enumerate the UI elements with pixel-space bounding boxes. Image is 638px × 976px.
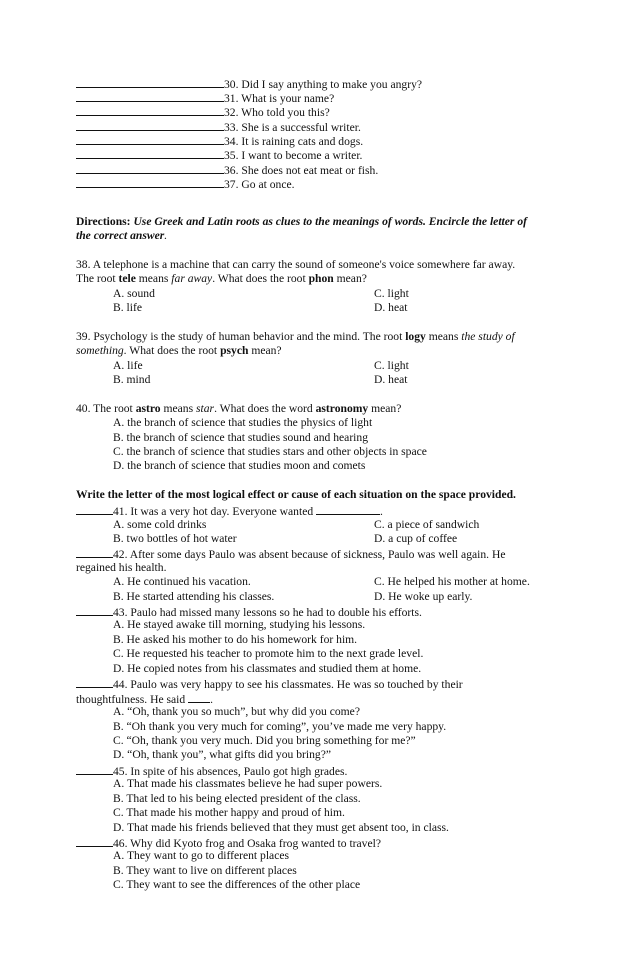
answer-blank[interactable] — [76, 503, 113, 515]
q44-option-d[interactable]: D. “Oh, thank you”, what gifts did you bring?” — [113, 748, 331, 761]
q40-option-c[interactable]: C. the branch of science that studies stars and other objects in space — [113, 445, 427, 458]
q39-stem-2: something. What does the root psych mean? — [76, 344, 282, 357]
answer-blank[interactable] — [76, 90, 224, 102]
q43-stem: 43. Paulo had missed many lessons so he had to double his efforts. — [76, 604, 422, 620]
q44-option-a[interactable]: A. “Oh, thank you so much”, but why did you come? — [113, 705, 360, 718]
sentence-row: 32. Who told you this? — [76, 104, 330, 120]
sentence-row: 34. It is raining cats and dogs. — [76, 133, 363, 149]
q40-option-d[interactable]: D. the branch of science that studies moon and comets — [113, 459, 366, 472]
sentence-row: 33. She is a successful writer. — [76, 119, 361, 135]
q43-option-b[interactable]: B. He asked his mother to do his homework for him. — [113, 633, 358, 646]
sentence-row: 37. Go at once. — [76, 176, 295, 192]
q45-stem: 45. In spite of his absences, Paulo got high grades. — [76, 763, 347, 779]
q39-option-b[interactable]: B. mind — [113, 373, 151, 386]
q40-option-a[interactable]: A. the branch of science that studies the physics of light — [113, 416, 373, 429]
answer-blank[interactable] — [76, 104, 224, 116]
q38-option-a[interactable]: A. sound — [113, 287, 155, 300]
q40-stem: 40. The root astro means star. What does the word astronomy mean? — [76, 402, 402, 415]
q44-option-c[interactable]: C. “Oh, thank you very much. Did you bring something for me?” — [113, 734, 416, 747]
answer-blank[interactable] — [76, 162, 224, 174]
answer-blank[interactable] — [76, 604, 113, 616]
q46-option-a[interactable]: A. They want to go to different places — [113, 849, 290, 862]
q42-option-c[interactable]: C. He helped his mother at home. — [374, 575, 530, 588]
answer-blank[interactable] — [76, 176, 224, 188]
q42-option-a[interactable]: A. He continued his vacation. — [113, 575, 251, 588]
q45-option-c[interactable]: C. That made his mother happy and proud of him. — [113, 806, 345, 819]
directions-line-1: Directions: Use Greek and Latin roots as clues to the meanings of words. Encircle the letter of — [76, 215, 527, 228]
q39-option-a[interactable]: A. life — [113, 359, 143, 372]
q39-option-c[interactable]: C. light — [374, 359, 409, 372]
q38-option-d[interactable]: D. heat — [374, 301, 408, 314]
q41-option-a[interactable]: A. some cold drinks — [113, 518, 207, 531]
answer-blank[interactable] — [76, 676, 113, 688]
answer-blank[interactable] — [76, 546, 113, 558]
q42-option-d[interactable]: D. He woke up early. — [374, 590, 473, 603]
section-heading: Write the letter of the most logical effect or cause of each situation on the space provided. — [76, 488, 516, 501]
q38-stem-1: 38. A telephone is a machine that can carry the sound of someone's voice somewhere far away. — [76, 258, 516, 271]
q41-option-d[interactable]: D. a cup of coffee — [374, 532, 458, 545]
answer-blank[interactable] — [76, 763, 113, 775]
q41-stem: 41. It was a very hot day. Everyone wanted . — [76, 503, 383, 519]
q38-stem-2: The root tele means far away. What does the root phon mean? — [76, 272, 367, 285]
q44-option-b[interactable]: B. “Oh thank you very much for coming”, you’ve made me very happy. — [113, 720, 447, 733]
q45-option-d[interactable]: D. That made his friends believed that they must get absent too, in class. — [113, 821, 449, 834]
answer-blank[interactable] — [76, 147, 224, 159]
inline-blank[interactable] — [316, 503, 380, 515]
q44-stem-2: thoughtfulness. He said . — [76, 693, 213, 706]
q46-option-c[interactable]: C. They want to see the differences of the other place — [113, 878, 361, 891]
q41-option-b[interactable]: B. two bottles of hot water — [113, 532, 237, 545]
q40-option-b[interactable]: B. the branch of science that studies sound and hearing — [113, 431, 368, 444]
inline-blank[interactable] — [188, 691, 210, 703]
q43-option-c[interactable]: C. He requested his teacher to promote him to the next grade level. — [113, 647, 424, 660]
q46-option-b[interactable]: B. They want to live on different places — [113, 864, 297, 877]
q42-stem-1: 42. After some days Paulo was absent because of sickness, Paulo was well again. He — [76, 546, 505, 562]
q43-option-d[interactable]: D. He copied notes from his classmates and studied them at home. — [113, 662, 422, 675]
sentence-row: 35. I want to become a writer. — [76, 147, 362, 163]
q43-option-a[interactable]: A. He stayed awake till morning, studying his lessons. — [113, 618, 366, 631]
sentence-row: 30. Did I say anything to make you angry? — [76, 76, 422, 92]
q41-option-c[interactable]: C. a piece of sandwich — [374, 518, 480, 531]
directions-line-2: the correct answer. — [76, 229, 168, 242]
sentence-row: 36. She does not eat meat or fish. — [76, 162, 378, 178]
q38-option-b[interactable]: B. life — [113, 301, 142, 314]
q45-option-a[interactable]: A. That made his classmates believe he had super powers. — [113, 777, 383, 790]
answer-blank[interactable] — [76, 835, 113, 847]
answer-blank[interactable] — [76, 76, 224, 88]
q45-option-b[interactable]: B. That led to his being elected president of the class. — [113, 792, 361, 805]
answer-blank[interactable] — [76, 119, 224, 131]
q38-option-c[interactable]: C. light — [374, 287, 409, 300]
sentence-row: 31. What is your name? — [76, 90, 334, 106]
q42-stem-2: regained his health. — [76, 561, 167, 574]
q42-option-b[interactable]: B. He started attending his classes. — [113, 590, 275, 603]
answer-blank[interactable] — [76, 133, 224, 145]
q39-option-d[interactable]: D. heat — [374, 373, 408, 386]
q46-stem: 46. Why did Kyoto frog and Osaka frog wanted to travel? — [76, 835, 381, 851]
q44-stem-1: 44. Paulo was very happy to see his classmates. He was so touched by their — [76, 676, 463, 692]
q39-stem-1: 39. Psychology is the study of human behavior and the mind. The root logy means the study of — [76, 330, 515, 343]
